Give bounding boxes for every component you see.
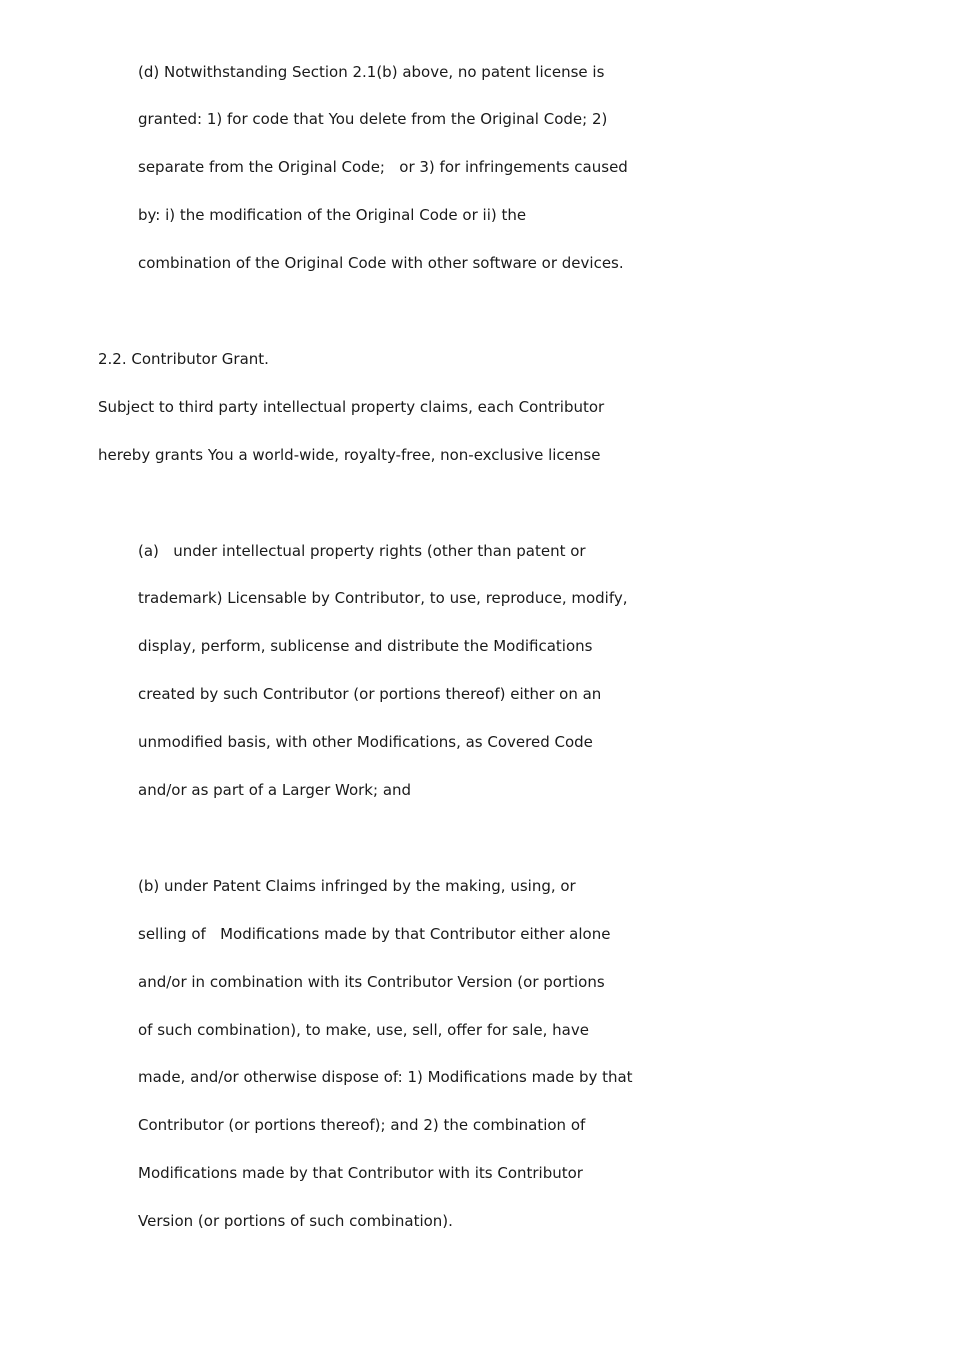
para-b-line: made, and/or otherwise dispose of: 1) Modifications made by that [138, 1068, 633, 1086]
para-b-line: Version (or portions of such combination). [138, 1212, 453, 1230]
intro-line: Subject to third party intellectual property claims, each Contributor [98, 398, 605, 416]
section-heading: 2.2. Contributor Grant. [98, 350, 269, 368]
para-a-line: display, perform, sublicense and distribute the Modifications [138, 637, 593, 655]
para-b-line: Modifications made by that Contributor with its Contributor [138, 1164, 583, 1182]
para-a-line: trademark) Licensable by Contributor, to use, reproduce, modify, [138, 589, 628, 607]
para-a-line: created by such Contributor (or portions thereof) either on an [138, 685, 602, 703]
para-d-line: granted: 1) for code that You delete from the Original Code; 2) [138, 110, 608, 128]
para-d-line: by: i) the modification of the Original Code or ii) the [138, 206, 527, 224]
para-d-line: (d) Notwithstanding Section 2.1(b) above, no patent license is [138, 63, 605, 81]
para-a-line: unmodified basis, with other Modifications, as Covered Code [138, 733, 593, 751]
para-b-line: and/or in combination with its Contributor Version (or portions [138, 973, 605, 991]
para-a-line: and/or as part of a Larger Work; and [138, 781, 412, 799]
intro-line: hereby grants You a world-wide, royalty-free, non-exclusive license [98, 446, 601, 464]
para-b-line: (b) under Patent Claims infringed by the making, using, or [138, 877, 576, 895]
para-d-line: separate from the Original Code; or 3) for infringements caused [138, 158, 628, 176]
para-b-line: selling of Modifications made by that Contributor either alone [138, 925, 611, 943]
para-b-line: of such combination), to make, use, sell, offer for sale, have [138, 1021, 589, 1039]
para-d-line: combination of the Original Code with other software or devices. [138, 254, 624, 272]
para-a-line: (a) under intellectual property rights (other than patent or [138, 542, 586, 560]
para-b-line: Contributor (or portions thereof); and 2) the combination of [138, 1116, 586, 1134]
